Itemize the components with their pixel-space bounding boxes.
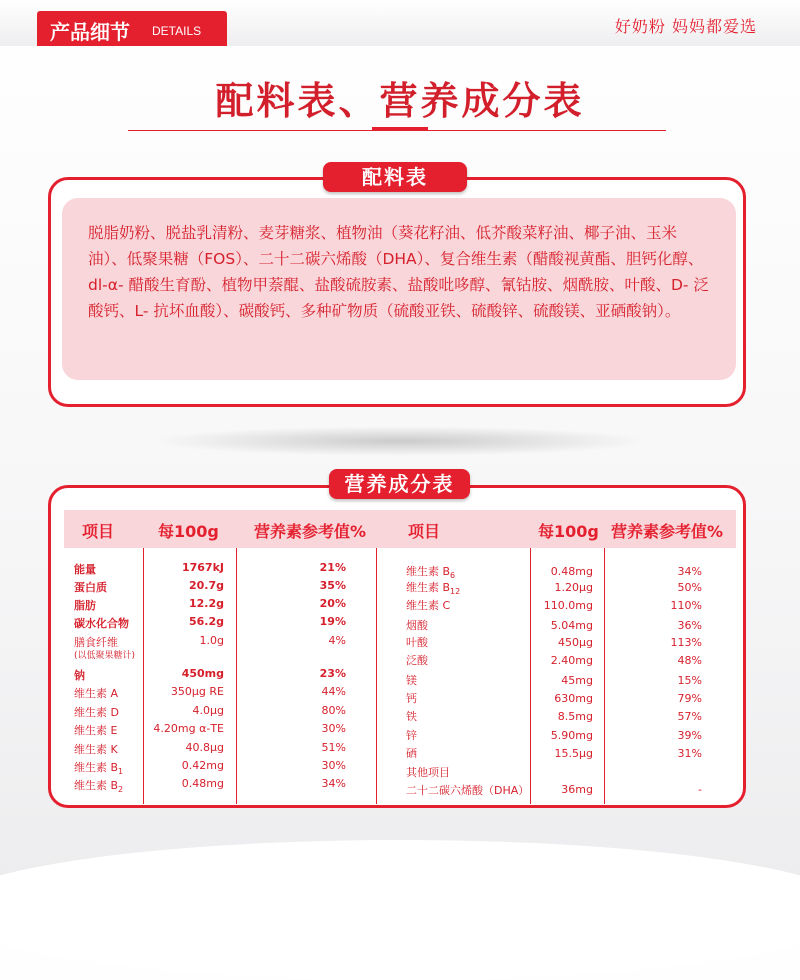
ingredients-label: 配料表 [323,162,467,192]
nutrient-value: 0.42mg [181,759,224,772]
nutrient-nrv: 23% [319,667,346,680]
nutrient-name: 维生素 K [74,743,118,756]
nutrient-value: 15.5μg [554,747,593,760]
nutrient-nrv: 113% [670,636,702,649]
section-tag [37,11,227,46]
nutrient-name: 钙 [406,692,417,705]
nutrient-name: 其他项目 [406,766,450,779]
header-nrv: 营养素参考值% [254,522,367,541]
nutrient-value: 12.2g [188,597,224,610]
nutrient-value: 5.90mg [550,729,593,742]
section-tag-cn: 产品细节 [50,20,130,44]
nutrient-name: 碳水化合物 [74,617,129,630]
nutrient-value: 2.40mg [550,654,593,667]
nutrient-name: (以低聚果糖计) [74,651,136,661]
nutrient-value: 20.7g [188,579,224,592]
title-divider-accent [372,127,428,131]
nutrient-name: 锌 [406,729,417,742]
nutrient-nrv: 44% [321,685,346,698]
nutrient-value: 0.48mg [181,777,224,790]
header-per100g: 每100g [158,522,219,541]
nutrient-nrv: 50% [677,581,702,594]
nutrient-name: 蛋白质 [74,581,107,594]
nutrient-value: 40.8μg [185,741,224,754]
nutrient-nrv: 30% [321,759,346,772]
nutrient-nrv: 20% [319,597,346,610]
header-item: 项目 [82,522,115,541]
nutrient-name: 维生素 A [74,687,119,700]
nutrient-nrv: 80% [321,704,346,717]
nutrient-nrv: 31% [677,747,702,760]
nutrient-nrv: 4% [328,634,346,647]
nutrient-value: 1.0g [199,634,224,647]
nutrient-value: 4.20mg α-TE [153,722,224,735]
ingredients-text: 脱脂奶粉、脱盐乳清粉、麦芽糖浆、植物油（葵花籽油、低芥酸菜籽油、椰子油、玉米油）、低聚果糖（FOS）、二十二碳六烯酸（DHA）、复合维生素（醋酸视黄酯、胆钙化醇、dl-α- 醋酸生育酚、植物甲萘醌、盐酸硫胺素、盐酸吡哆醇、氰钴胺、烟酰胺、叶酸、D- 泛酸钙、L- 抗坏血酸）、碳酸钙、多种矿物质（硫酸亚铁、硫酸锌、硫酸镁、亚硒酸钠）。 [62,198,736,380]
column-divider [236,548,237,804]
nutrient-nrv: 15% [677,674,702,687]
nutrient-name: 维生素 C [406,599,451,612]
nutrient-nrv: 36% [677,619,702,632]
nutrient-nrv: 30% [321,722,346,735]
nutrient-name: 维生素 D [74,706,119,719]
nutrient-name: 能量 [74,563,96,576]
nutrient-name: 铁 [406,710,417,723]
nutrient-nrv: 39% [677,729,702,742]
nutrient-name: 泛酸 [406,654,428,667]
nutrient-name: 二十二碳六烯酸（DHA） [406,784,530,797]
nutrient-value: 56.2g [188,615,224,628]
nutrient-nrv: 19% [319,615,346,628]
nutrient-value: 1767kJ [181,561,224,574]
nutrient-nrv: 79% [677,692,702,705]
nutrient-value: 0.48mg [550,565,593,578]
nutrient-name: 维生素 $B_6$ [406,565,456,581]
bottom-wave [0,840,800,980]
nutrient-value: 110.0mg [543,599,593,612]
nutrient-name: 钠 [74,669,85,682]
divider-shadow [150,426,650,456]
nutrient-name: 膳食纤维 [74,636,118,649]
slogan: 好奶粉 妈妈都爱选 [614,17,757,36]
nutrient-value: 5.04mg [550,619,593,632]
nutrient-name: 硒 [406,747,417,760]
nutrient-name: 烟酸 [406,619,428,632]
column-divider [604,548,605,804]
nutrient-nrv: 35% [319,579,346,592]
nutrient-value: 4.0μg [192,704,224,717]
nutrient-nrv: 57% [677,710,702,723]
nutrient-value: 630mg [554,692,593,705]
header-item-2: 项目 [408,522,441,541]
column-divider [376,548,377,804]
nutrient-name: 叶酸 [406,636,428,649]
nutrient-nrv: 48% [677,654,702,667]
section-tag-en: DETAILS [152,24,202,38]
nutrient-nrv: 21% [319,561,346,574]
nutrient-value: 450mg [181,667,224,680]
nutrition-table-header [64,510,736,548]
nutrient-value: 450μg [558,636,593,649]
nutrient-value: 36mg [561,783,593,796]
nutrient-nrv: 51% [321,741,346,754]
page-title: 配料表、营养成分表 [215,79,585,123]
nutrient-name: 脂肪 [74,599,96,612]
nutrient-nrv: - [698,783,702,796]
nutrient-name: 维生素 $B_1$ [74,761,124,777]
nutrient-nrv: 34% [677,565,702,578]
nutrition-label: 营养成分表 [329,469,470,499]
nutrient-name: 维生素 $B_2$ [74,779,124,795]
header-per100g-2: 每100g [538,522,599,541]
nutrient-nrv: 34% [321,777,346,790]
nutrient-value: 1.20μg [554,581,593,594]
nutrient-nrv: 110% [670,599,702,612]
nutrient-value: 8.5mg [557,710,593,723]
nutrient-value: 45mg [561,674,593,687]
nutrient-name: 维生素 E [74,724,118,737]
nutrient-name: 镁 [406,674,417,687]
nutrient-name: 维生素 $B_{12}$ [406,581,461,597]
nutrient-value: 350μg RE [170,685,224,698]
header-nrv-2: 营养素参考值% [611,522,724,541]
